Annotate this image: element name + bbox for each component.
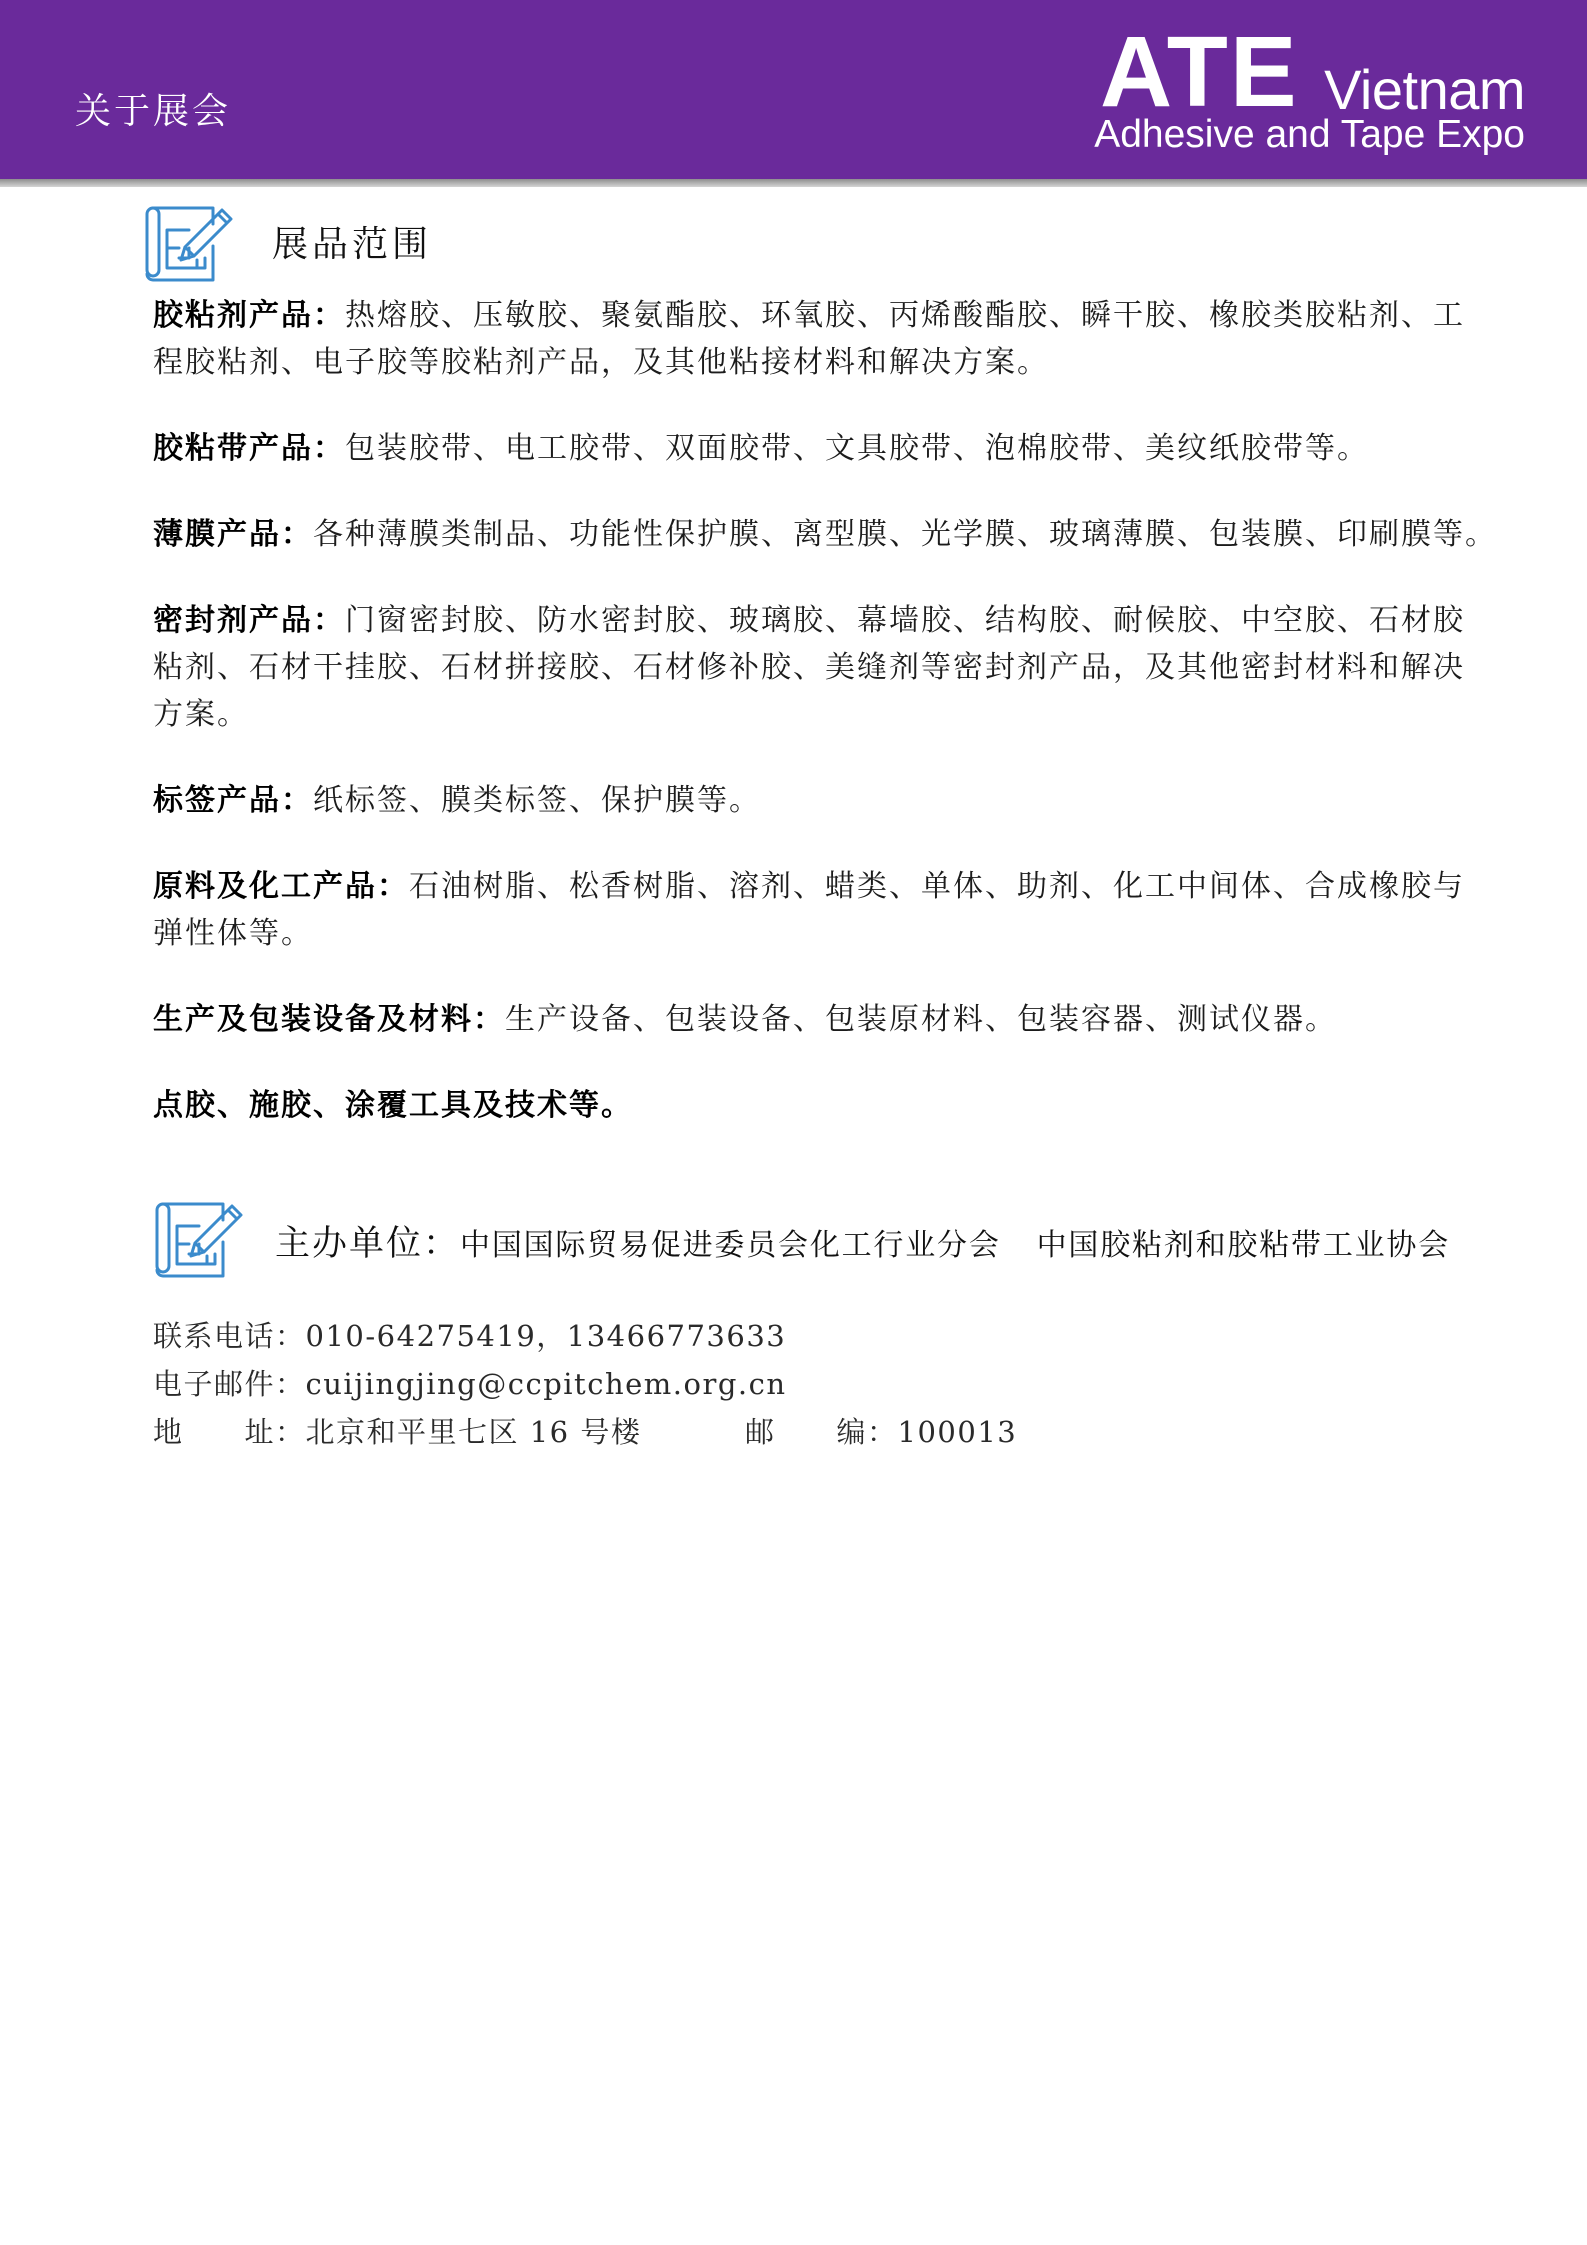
category-text: 石油树脂、松香树脂、溶剂、蜡类、单体、助剂、化工中间体、合成橡胶与 [409, 869, 1465, 904]
category-label: 标签产品： [153, 783, 313, 818]
category-label: 胶粘带产品： [153, 431, 345, 466]
phone-row [153, 1312, 1453, 1360]
blueprint-icon [153, 1196, 247, 1284]
scope-list [153, 292, 1533, 1168]
category-label: 点胶、施胶、涂覆工具及技术等。 [153, 1088, 633, 1123]
email-value: cuijingjing@ccpitchem.org.cn [305, 1367, 787, 1401]
category-equipment [153, 996, 1533, 1043]
category-text: 各种薄膜类制品、功能性保护膜、离型膜、光学膜、玻璃薄膜、包装膜、印刷膜等。 [313, 517, 1497, 552]
postcode-label: 邮 编： [745, 1415, 898, 1449]
category-labels [153, 777, 1533, 824]
organizer-name: 中国胶粘剂和胶粘带工业协会 [1036, 1228, 1451, 1263]
category-label: 原料及化工产品： [153, 869, 409, 904]
category-label: 密封剂产品： [153, 603, 345, 638]
category-raw-materials [153, 863, 1533, 957]
category-sealants [153, 597, 1533, 738]
logo-region: Vietnam [1324, 58, 1525, 121]
postcode-value: 100013 [897, 1415, 1018, 1449]
phone-value: 010-64275419，13466773633 [305, 1319, 787, 1353]
blueprint-icon [143, 200, 237, 288]
header-divider [0, 179, 1587, 187]
category-adhesives [153, 292, 1533, 386]
page-header [0, 0, 1587, 179]
email-row [153, 1360, 1453, 1408]
phone-label: 联系电话： [153, 1319, 306, 1353]
scope-title: 展品范围 [272, 224, 433, 265]
category-text: 弹性体等。 [153, 916, 313, 951]
category-label: 胶粘剂产品： [153, 298, 345, 333]
category-label: 生产及包装设备及材料： [153, 1002, 505, 1037]
category-dispensing-tools [153, 1082, 1533, 1129]
organizer-name: 中国国际贸易促进委员会化工行业分会 [460, 1228, 1001, 1263]
address-row [153, 1408, 1453, 1456]
category-films [153, 511, 1533, 558]
category-text: 纸标签、膜类标签、保护膜等。 [313, 783, 761, 818]
category-tapes [153, 425, 1533, 472]
postcode [745, 1408, 1017, 1456]
category-text: 生产设备、包装设备、包装原材料、包装容器、测试仪器。 [505, 1002, 1337, 1037]
logo-mark: ATE [1100, 16, 1299, 128]
logo-tagline: Adhesive and Tape Expo [1094, 113, 1525, 156]
contact-block [153, 1312, 1453, 1456]
address-value: 北京和平里七区 16 号楼 [305, 1415, 642, 1449]
organizers-line [275, 1220, 1450, 1274]
section-title: 关于展会 [75, 91, 232, 132]
category-text: 门窗密封胶、防水密封胶、玻璃胶、幕墙胶、结构胶、耐候胶、中空胶、石材胶 [345, 603, 1465, 638]
organizers-label: 主办单位： [275, 1224, 461, 1264]
category-text: 粘剂、石材干挂胶、石材拼接胶、石材修补胶、美缝剂等密封剂产品，及其他密封材料和解决 [153, 650, 1465, 685]
email-label: 电子邮件： [153, 1367, 306, 1401]
category-text: 程胶粘剂、电子胶等胶粘剂产品，及其他粘接材料和解决方案。 [153, 345, 1049, 380]
category-label: 薄膜产品： [153, 517, 313, 552]
address-label: 地 址： [153, 1415, 306, 1449]
category-text: 包装胶带、电工胶带、双面胶带、文具胶带、泡棉胶带、美纹纸胶带等。 [345, 431, 1369, 466]
category-text: 方案。 [153, 697, 249, 732]
category-text: 热熔胶、压敏胶、聚氨酯胶、环氧胶、丙烯酸酯胶、瞬干胶、橡胶类胶粘剂、工 [345, 298, 1465, 333]
